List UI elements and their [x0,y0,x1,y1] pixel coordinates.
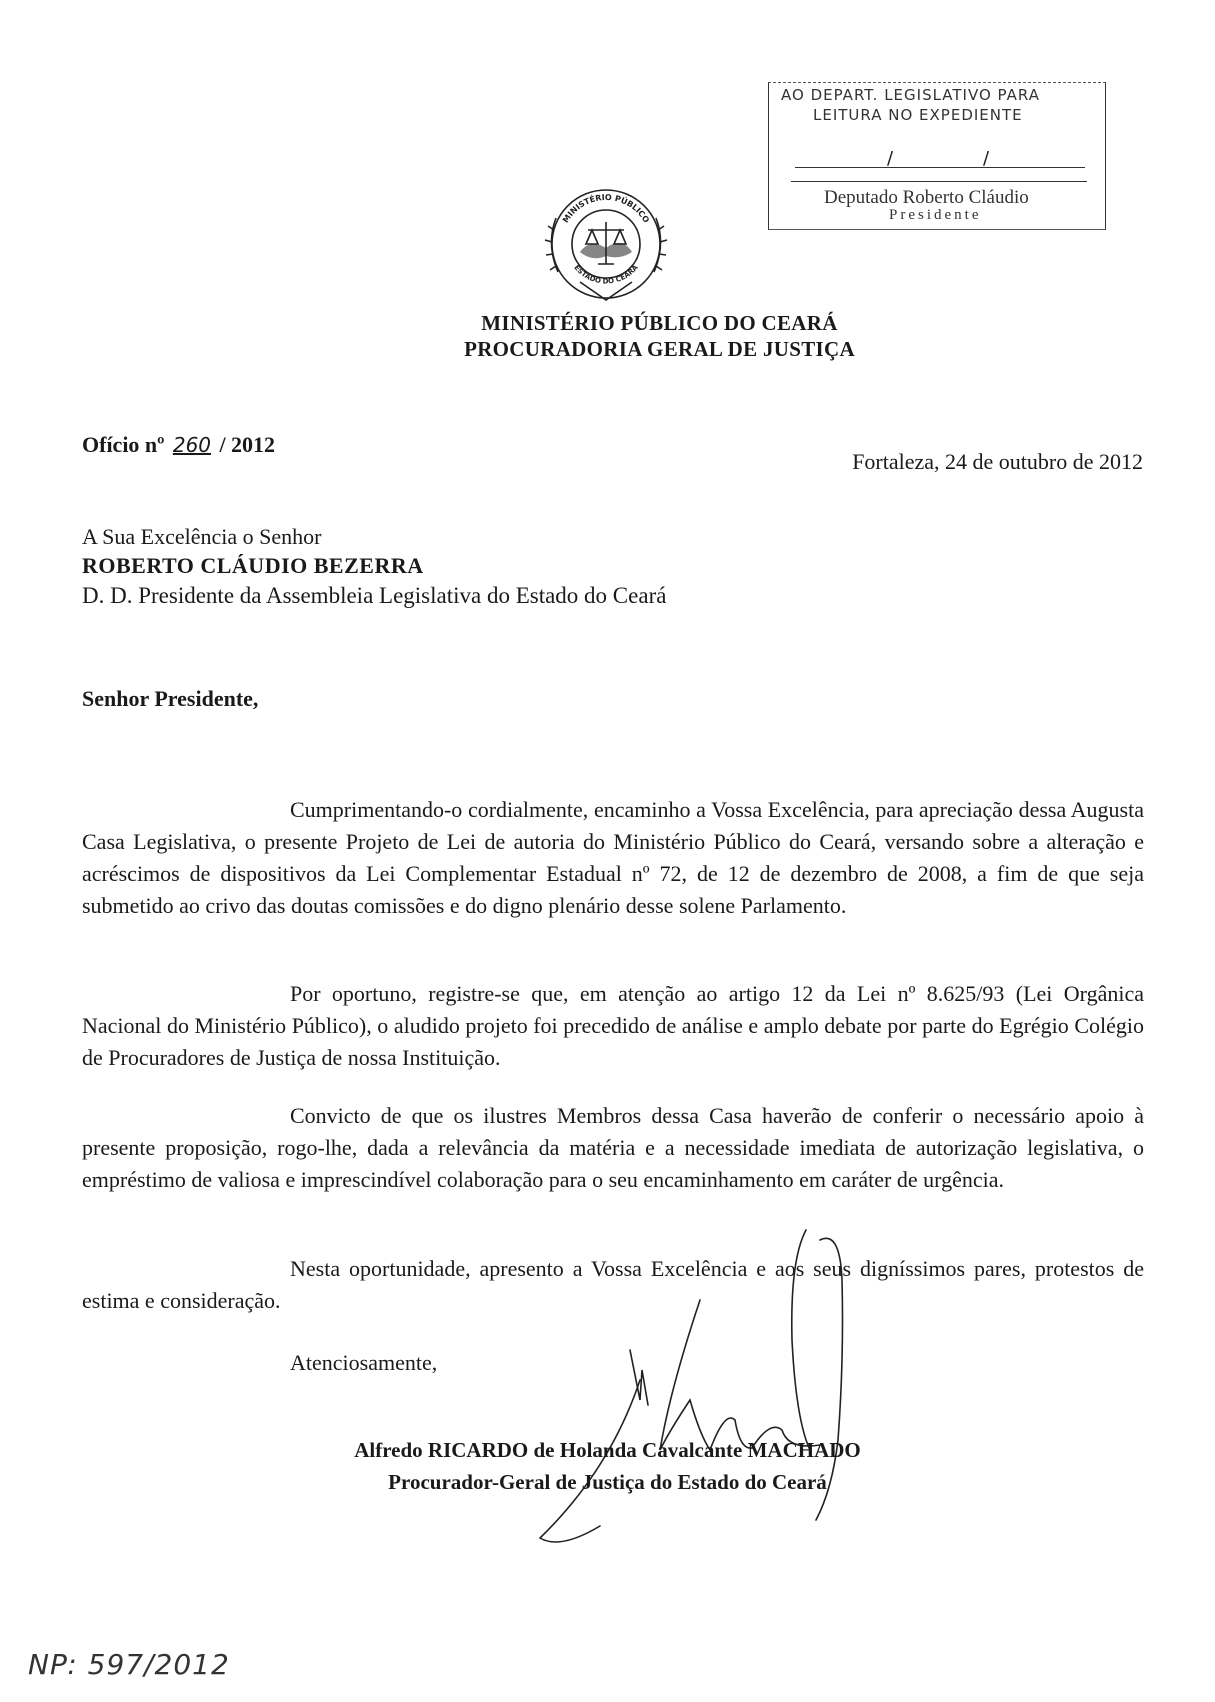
svg-text:ESTADO DO CEARÁ [572,262,640,285]
svg-text:MINISTÉRIO PÚBLICO [561,193,651,225]
stamp-date-slash: / [887,148,894,169]
document-number-handwritten: 260 [172,433,212,457]
signer-name: Alfredo RICARDO de Holanda Cavalcante MACHADO [354,1438,861,1462]
seal-bottom-text: ESTADO DO CEARÁ [572,263,640,286]
stamp-date-slash: / [983,148,990,169]
seal-top-text: MINISTÉRIO PÚBLICO [561,192,651,225]
stamp-line-1: AO DEPART. LEGISLATIVO PARA [781,86,1040,104]
document-number-year: / 2012 [213,432,276,457]
paragraph-text: Cumprimentando-o cordialmente, encaminho a Vossa Excelência, para apreciação dessa Augusta Casa Legislativa, o presente Projeto de Lei de autoria do Ministério Público do Ceará, versando sobre a alteração e acréscimos de dispositivos da Lei Complementar Estadual nº 72, de 12 de dezembro de 2008, a fim de que seja submetido ao crivo das doutas comissões e do digno plenário desse solene Parlamento. [82,797,1144,918]
addressee-salutation: A Sua Excelência o Senhor [82,524,322,549]
body-paragraph [82,1100,1144,1196]
organization-name: MINISTÉRIO PÚBLICO DO CEARÁ [481,311,838,335]
stamp-title: Presidente [889,207,982,223]
stamp-name: Deputado Roberto Cláudio [824,187,1029,208]
body-paragraph [82,978,1144,1074]
letter-date: Fortaleza, 24 de outubro de 2012 [852,449,1143,474]
body-paragraph [82,1253,1144,1317]
paragraph-text: Nesta oportunidade, apresento a Vossa Excelência e aos seus digníssimos pares, protestos de estima e consideração. [82,1256,1144,1313]
paragraph-text: Por oportuno, registre-se que, em atenção ao artigo 12 da Lei nº 8.625/93 (Lei Orgânica Nacional do Ministério Público), o aludido projeto foi precedido de análise e amplo debate por parte do Egrégio Colégio de Procuradores de Justiça de nossa Instituição. [82,981,1144,1070]
ministerio-publico-seal [540,178,672,310]
stamp-signature-line [791,181,1087,182]
addressee-title: D. D. Presidente da Assembleia Legislativa do Estado do Ceará [82,583,667,608]
addressee-name: ROBERTO CLÁUDIO BEZERRA [82,553,424,578]
document-number-prefix: Ofício nº [82,432,170,457]
protocol-number-handwritten: NP: 597/2012 [28,1648,230,1681]
body-paragraph [82,794,1144,922]
reception-stamp [768,82,1106,230]
paragraph-text: Convicto de que os ilustres Membros dessa Casa haverão de conferir o necessário apoio à presente proposição, rogo-lhe, dada a relevância da matéria e a necessidade imediata de autorização legislativa, o empréstimo de valiosa e imprescindível colaboração para o seu encaminhamento em caráter de urgência. [82,1103,1144,1192]
stamp-date-field [795,147,1085,168]
closing: Atenciosamente, [290,1350,438,1375]
organization-subname: PROCURADORIA GERAL DE JUSTIÇA [464,337,855,361]
document-number [82,432,275,458]
vocative: Senhor Presidente, [82,686,259,711]
signer-title: Procurador-Geral de Justiça do Estado do Ceará [388,1470,827,1494]
stamp-line-2: LEITURA NO EXPEDIENTE [813,106,1023,124]
